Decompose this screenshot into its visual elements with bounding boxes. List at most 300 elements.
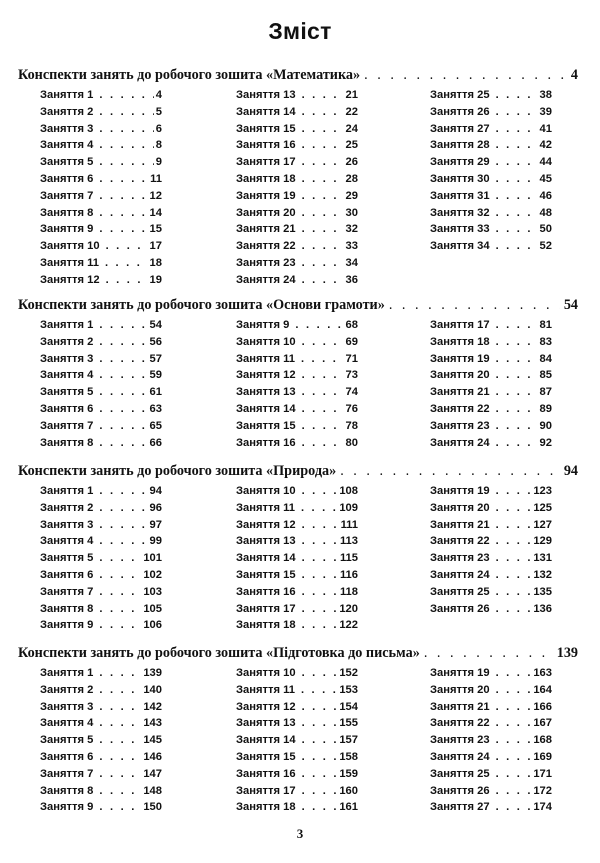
toc-entry[interactable] (430, 517, 552, 534)
entry-page-number: 94 (149, 485, 162, 497)
toc-entry[interactable] (430, 205, 552, 222)
toc-entry[interactable] (430, 121, 552, 138)
entry-label: Заняття 3 (40, 122, 94, 135)
toc-entry[interactable] (430, 533, 552, 550)
toc-entry[interactable] (430, 87, 552, 104)
dot-leader (99, 584, 141, 601)
entry-label: Заняття 15 (236, 750, 296, 763)
entry-page-number: 152 (339, 667, 358, 679)
toc-entry[interactable] (40, 221, 162, 238)
entry-page-number: 113 (339, 535, 358, 548)
toc-entry[interactable] (430, 550, 552, 567)
entry-page-number: 99 (149, 535, 162, 548)
dot-leader (496, 601, 532, 618)
toc-entry[interactable] (430, 766, 552, 783)
entry-page-number: 160 (339, 784, 358, 797)
entry-label: Заняття 15 (236, 122, 296, 135)
entry-label: Заняття 16 (236, 139, 296, 152)
dot-leader (99, 205, 147, 222)
dot-leader (99, 682, 141, 699)
toc-entry[interactable] (40, 384, 162, 401)
entry-label: Заняття 14 (236, 402, 296, 415)
entry-page-number: 103 (143, 585, 162, 598)
dot-leader (496, 418, 538, 435)
dot-leader (99, 154, 153, 171)
entry-label: Заняття 14 (236, 552, 296, 565)
entry-page-number: 65 (149, 419, 162, 432)
entry-column (40, 317, 190, 451)
entry-label: Заняття 2 (40, 335, 94, 348)
toc-entry[interactable] (236, 517, 358, 534)
dot-leader (99, 783, 141, 800)
toc-entry[interactable] (430, 334, 552, 351)
entry-page-number: 145 (143, 734, 162, 747)
toc-entry[interactable] (430, 104, 552, 121)
section-heading[interactable] (18, 296, 578, 314)
dot-leader (302, 799, 338, 816)
toc-entry[interactable] (430, 238, 552, 255)
entry-label: Заняття 23 (430, 552, 490, 565)
toc-entry[interactable] (430, 221, 552, 238)
entry-page-number: 48 (539, 206, 552, 219)
toc-entry[interactable] (40, 617, 162, 634)
dot-leader (99, 401, 147, 418)
dot-leader (302, 137, 344, 154)
toc-section-writing-prep (18, 644, 578, 816)
toc-entry[interactable] (236, 205, 358, 222)
entry-page-number: 84 (539, 352, 552, 365)
toc-entry[interactable] (40, 715, 162, 732)
section-page-number: 4 (570, 67, 578, 83)
entry-page-number: 25 (345, 139, 358, 152)
dot-leader (496, 715, 532, 732)
toc-entry[interactable] (430, 799, 552, 816)
dot-leader (301, 682, 337, 699)
entry-label: Заняття 22 (430, 535, 490, 548)
entry-label: Заняття 27 (430, 801, 490, 814)
toc-entry[interactable] (236, 483, 358, 500)
entry-page-number: 116 (339, 568, 358, 581)
entry-label: Заняття 20 (236, 206, 296, 219)
entry-page-number: 12 (149, 189, 162, 202)
dot-leader (496, 87, 538, 104)
toc-entry[interactable] (40, 567, 162, 584)
dot-leader (496, 682, 532, 699)
entry-label: Заняття 25 (430, 585, 490, 598)
dot-leader (99, 749, 141, 766)
entry-label: Заняття 6 (40, 172, 94, 185)
entry-page-number: 80 (345, 436, 358, 449)
toc-entry[interactable] (40, 418, 162, 435)
entry-label: Заняття 18 (236, 619, 296, 632)
toc-entry[interactable] (40, 137, 162, 154)
entry-label: Заняття 13 (236, 717, 296, 730)
entry-page-number: 125 (533, 501, 552, 514)
toc-entry[interactable] (430, 154, 552, 171)
toc-entry[interactable] (236, 171, 358, 188)
entry-page-number: 159 (339, 767, 358, 780)
entry-page-number: 164 (533, 683, 552, 696)
entry-label: Заняття 10 (236, 335, 296, 348)
entry-label: Заняття 7 (40, 585, 94, 598)
entry-label: Заняття 2 (40, 683, 94, 696)
toc-entry[interactable] (236, 550, 358, 567)
dot-leader (302, 715, 338, 732)
toc-entry[interactable] (430, 732, 552, 749)
entry-label: Заняття 19 (430, 352, 490, 365)
entry-label: Заняття 16 (236, 767, 296, 780)
dot-leader (302, 154, 344, 171)
toc-entry[interactable] (40, 500, 162, 517)
toc-entry[interactable] (430, 567, 552, 584)
entry-page-number: 21 (345, 89, 358, 101)
entry-label: Заняття 3 (40, 700, 94, 713)
toc-entry[interactable] (40, 104, 162, 121)
toc-entry[interactable] (430, 351, 552, 368)
dot-leader (496, 732, 532, 749)
entry-column (430, 665, 580, 816)
toc-entry[interactable] (236, 699, 358, 716)
dot-leader (99, 665, 141, 682)
toc-entry[interactable] (236, 715, 358, 732)
entry-page-number: 153 (339, 683, 358, 696)
entry-page-number: 158 (339, 750, 358, 763)
toc-entry[interactable] (40, 334, 162, 351)
toc-entry[interactable] (236, 384, 358, 401)
entry-page-number: 45 (539, 172, 552, 185)
toc-entry[interactable] (236, 617, 358, 634)
entry-label: Заняття 8 (40, 206, 94, 219)
toc-entry[interactable] (236, 351, 358, 368)
entry-columns (18, 483, 578, 634)
entry-label: Заняття 21 (430, 518, 490, 531)
toc-entry[interactable] (430, 682, 552, 699)
entry-label: Заняття 26 (430, 784, 490, 797)
toc-entry[interactable] (236, 665, 358, 682)
toc-entry[interactable] (40, 483, 162, 500)
entry-page-number: 118 (339, 585, 358, 598)
toc-entry[interactable] (236, 221, 358, 238)
entry-page-number: 5 (155, 105, 162, 118)
entry-label: Заняття 8 (40, 784, 94, 797)
entry-label: Заняття 15 (236, 568, 296, 581)
entry-label: Заняття 3 (40, 518, 94, 531)
entry-page-number: 28 (345, 172, 358, 185)
entry-page-number: 14 (149, 206, 162, 219)
entry-page-number: 61 (149, 386, 162, 399)
toc-entry[interactable] (40, 682, 162, 699)
entry-page-number: 111 (340, 518, 358, 531)
toc-entry[interactable] (236, 121, 358, 138)
dot-leader (496, 367, 538, 384)
entry-page-number: 167 (533, 717, 552, 730)
entry-label: Заняття 13 (236, 535, 296, 548)
entry-page-number: 109 (339, 501, 358, 514)
entry-page-number: 155 (339, 717, 358, 730)
toc-entry[interactable] (236, 367, 358, 384)
dot-leader (302, 188, 344, 205)
entry-label: Заняття 5 (40, 386, 94, 399)
toc-entry[interactable] (236, 749, 358, 766)
toc-entry[interactable] (236, 567, 358, 584)
entry-page-number: 106 (143, 619, 162, 632)
toc-entry[interactable] (236, 188, 358, 205)
toc-entry[interactable] (430, 665, 552, 682)
toc-entry[interactable] (430, 401, 552, 418)
entry-label: Заняття 4 (40, 139, 94, 152)
section-heading[interactable] (18, 644, 578, 662)
entry-page-number: 146 (143, 750, 162, 763)
toc-entry[interactable] (236, 255, 358, 272)
toc-entry[interactable] (430, 384, 552, 401)
toc-entry[interactable] (236, 435, 358, 452)
dot-leader (302, 87, 344, 104)
entry-label: Заняття 1 (40, 89, 94, 101)
dot-leader (496, 665, 532, 682)
entry-label: Заняття 17 (236, 602, 296, 615)
toc-entry[interactable] (236, 418, 358, 435)
toc-entry[interactable] (40, 188, 162, 205)
entry-label: Заняття 24 (430, 568, 490, 581)
toc-entry[interactable] (430, 435, 552, 452)
toc-entry[interactable] (236, 766, 358, 783)
dot-leader (302, 171, 344, 188)
toc-entry[interactable] (430, 601, 552, 618)
entry-label: Заняття 1 (40, 485, 94, 497)
dot-leader (301, 351, 344, 368)
toc-entry[interactable] (236, 783, 358, 800)
entry-label: Заняття 21 (430, 700, 490, 713)
toc-entry[interactable] (430, 500, 552, 517)
entry-page-number: 92 (539, 436, 552, 449)
dot-leader (99, 221, 147, 238)
dot-leader (496, 567, 532, 584)
entry-page-number: 26 (345, 156, 358, 169)
entry-label: Заняття 7 (40, 189, 94, 202)
toc-entry[interactable] (40, 205, 162, 222)
toc-section-mathematics (18, 66, 578, 289)
entry-label: Заняття 22 (430, 402, 490, 415)
toc-entry[interactable] (430, 715, 552, 732)
toc-entry[interactable] (430, 317, 552, 334)
entry-label: Заняття 20 (430, 683, 490, 696)
entry-label: Заняття 12 (236, 369, 296, 382)
toc-entry[interactable] (40, 238, 162, 255)
toc-entry[interactable] (40, 367, 162, 384)
toc-entry[interactable] (236, 401, 358, 418)
entry-label: Заняття 6 (40, 568, 94, 581)
dot-leader (106, 272, 148, 289)
toc-entry[interactable] (430, 137, 552, 154)
toc-entry[interactable] (430, 171, 552, 188)
toc-entry[interactable] (40, 732, 162, 749)
dot-leader (99, 418, 147, 435)
entry-column (430, 317, 580, 451)
toc-entry[interactable] (40, 665, 162, 682)
entry-page-number: 139 (143, 667, 162, 679)
dot-leader (496, 783, 532, 800)
toc-entry[interactable] (40, 799, 162, 816)
toc-entry[interactable] (236, 137, 358, 154)
toc-entry[interactable] (430, 483, 552, 500)
entry-label: Заняття 16 (236, 436, 296, 449)
entry-page-number: 22 (345, 105, 358, 118)
entry-page-number: 38 (539, 89, 552, 101)
dot-leader (302, 435, 344, 452)
toc-entry[interactable] (40, 517, 162, 534)
toc-entry[interactable] (40, 601, 162, 618)
toc-entry[interactable] (236, 317, 358, 334)
toc-entry[interactable] (40, 272, 162, 289)
dot-leader (302, 255, 344, 272)
toc-entry[interactable] (236, 272, 358, 289)
entry-label: Заняття 7 (40, 767, 94, 780)
entry-page-number: 90 (539, 419, 552, 432)
entry-page-number: 157 (339, 734, 358, 747)
section-heading[interactable] (18, 66, 578, 84)
entry-label: Заняття 17 (236, 784, 296, 797)
entry-page-number: 97 (149, 518, 162, 531)
toc-entry[interactable] (430, 699, 552, 716)
entry-page-number: 6 (155, 122, 162, 135)
toc-entry[interactable] (236, 87, 358, 104)
toc-entry[interactable] (40, 351, 162, 368)
entry-label: Заняття 6 (40, 402, 94, 415)
toc-entry[interactable] (40, 435, 162, 452)
entry-page-number: 71 (345, 352, 358, 365)
toc-entry[interactable] (430, 749, 552, 766)
dot-leader (302, 699, 338, 716)
entry-page-number: 42 (539, 139, 552, 152)
entry-page-number: 168 (533, 734, 552, 747)
entry-page-number: 166 (533, 700, 552, 713)
dot-leader (302, 567, 338, 584)
dot-leader (302, 550, 338, 567)
dot-leader (99, 171, 148, 188)
toc-entry[interactable] (430, 367, 552, 384)
entry-label: Заняття 8 (40, 602, 94, 615)
entry-label: Заняття 20 (430, 369, 490, 382)
toc-entry[interactable] (236, 601, 358, 618)
dot-leader (99, 617, 141, 634)
dot-leader (496, 238, 538, 255)
toc-entry[interactable] (40, 401, 162, 418)
toc-entry[interactable] (40, 317, 162, 334)
entry-column (236, 317, 386, 451)
entry-label: Заняття 19 (430, 485, 490, 497)
toc-entry[interactable] (236, 104, 358, 121)
toc-entry[interactable] (236, 799, 358, 816)
entry-page-number: 11 (150, 172, 162, 185)
toc-entry[interactable] (236, 584, 358, 601)
entry-page-number: 32 (345, 223, 358, 236)
entry-page-number: 66 (149, 436, 162, 449)
entry-page-number: 33 (345, 240, 358, 253)
entry-label: Заняття 18 (430, 335, 490, 348)
section-heading[interactable] (18, 462, 578, 480)
entry-page-number: 57 (149, 352, 162, 365)
toc-entry[interactable] (40, 584, 162, 601)
dot-leader (302, 783, 338, 800)
toc-entry[interactable] (40, 87, 162, 104)
entry-column (430, 483, 580, 617)
toc-entry[interactable] (236, 500, 358, 517)
entry-page-number: 9 (155, 156, 162, 169)
dot-leader (99, 799, 141, 816)
entry-page-number: 101 (143, 552, 162, 565)
toc-entry[interactable] (236, 154, 358, 171)
toc-entry[interactable] (236, 732, 358, 749)
entry-label: Заняття 19 (236, 189, 296, 202)
toc-entry[interactable] (40, 171, 162, 188)
toc-entry[interactable] (236, 533, 358, 550)
toc-entry[interactable] (40, 749, 162, 766)
toc-entry[interactable] (40, 699, 162, 716)
toc-entry[interactable] (430, 783, 552, 800)
toc-entry[interactable] (236, 682, 358, 699)
entry-column (40, 665, 190, 816)
entry-page-number: 56 (149, 335, 162, 348)
entry-label: Заняття 12 (236, 700, 296, 713)
toc-entry[interactable] (236, 334, 358, 351)
toc-entry[interactable] (40, 550, 162, 567)
dot-leader (496, 317, 538, 334)
dot-leader (99, 104, 153, 121)
entry-label: Заняття 9 (236, 319, 290, 331)
entry-page-number: 18 (149, 256, 162, 269)
toc-entry[interactable] (430, 584, 552, 601)
toc-entry[interactable] (40, 783, 162, 800)
entry-label: Заняття 30 (430, 172, 490, 185)
dot-leader (302, 334, 344, 351)
toc-entry[interactable] (430, 418, 552, 435)
toc-entry[interactable] (40, 766, 162, 783)
toc-entry[interactable] (40, 533, 162, 550)
entry-page-number: 89 (539, 402, 552, 415)
entry-label: Заняття 3 (40, 352, 94, 365)
entry-label: Заняття 4 (40, 369, 94, 382)
entry-label: Заняття 10 (236, 485, 296, 497)
entry-label: Заняття 9 (40, 223, 94, 236)
entry-label: Заняття 4 (40, 717, 94, 730)
dot-leader (302, 401, 344, 418)
toc-entry[interactable] (40, 121, 162, 138)
entry-page-number: 68 (345, 319, 358, 331)
entry-label: Заняття 23 (236, 256, 296, 269)
entry-page-number: 154 (339, 700, 358, 713)
entry-page-number: 129 (533, 535, 552, 548)
entry-page-number: 54 (149, 319, 162, 331)
toc-entry[interactable] (236, 238, 358, 255)
dot-leader (496, 104, 538, 121)
toc-entry[interactable] (40, 255, 162, 272)
dot-leader (99, 567, 141, 584)
entry-label: Заняття 22 (236, 240, 296, 253)
entry-label: Заняття 19 (430, 667, 490, 679)
entry-page-number: 83 (539, 335, 552, 348)
dot-leader (364, 66, 567, 84)
toc-entry[interactable] (40, 154, 162, 171)
entry-label: Заняття 24 (430, 750, 490, 763)
dot-leader (99, 732, 141, 749)
entry-page-number: 142 (143, 700, 162, 713)
toc-entry[interactable] (430, 188, 552, 205)
entry-label: Заняття 34 (430, 240, 490, 253)
entry-page-number: 120 (339, 602, 358, 615)
dot-leader (496, 351, 538, 368)
dot-leader (99, 517, 147, 534)
dot-leader (302, 617, 338, 634)
